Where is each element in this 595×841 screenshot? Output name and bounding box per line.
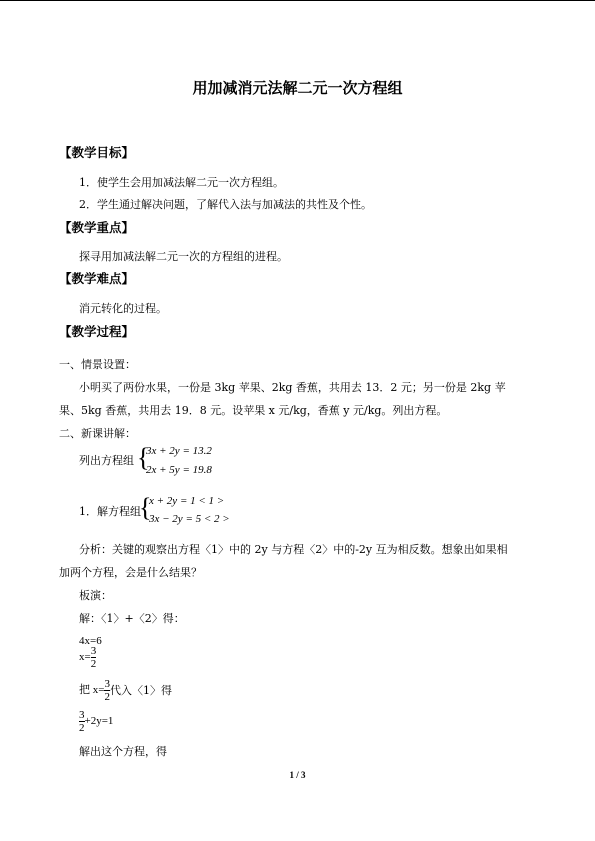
solution-intro: 解：〈1〉+〈2〉得： — [79, 612, 185, 625]
step-4x: 4x=6 — [79, 635, 102, 647]
system2-label: 1．解方程组 — [79, 505, 141, 518]
top-border — [0, 0, 595, 1]
fraction-numerator: 3 — [90, 645, 97, 657]
part1-line-2: 果、5kg 香蕉，共用去 19．8 元。设苹果 x 元/kg，香蕉 y 元/kg。列出方程。 — [59, 404, 448, 417]
heading-key-point: 【教学重点】 — [59, 220, 135, 235]
system1-eq2: 2x + 5y = 19.8 — [146, 464, 212, 476]
substitute-prefix: 把 x= — [79, 684, 105, 696]
goal-item-1: 1．使学生会用加减法解二元一次方程组。 — [79, 176, 284, 189]
substitute-suffix: 代入〈1〉得 — [109, 684, 172, 697]
page-number: 1 / 3 — [289, 770, 306, 780]
system1-eq1: 3x + 2y = 13.2 — [146, 445, 212, 457]
equation-suffix: +2y=1 — [84, 715, 114, 727]
heading-process: 【教学过程】 — [59, 324, 135, 339]
key-point-text: 探寻用加减法解二元一次的方程组的进程。 — [79, 250, 288, 263]
system1-brace: { — [137, 443, 150, 472]
system2-eq1: x + 2y = 1 < 1 > — [149, 495, 225, 507]
board-label: 板演： — [79, 589, 112, 602]
fraction-3-over-2 — [91, 645, 97, 670]
substitute-fraction-numerator: 3 — [104, 678, 110, 690]
analysis-line-2: 加两个方程，会是什么结果？ — [59, 566, 202, 579]
goal-item-2: 2．学生通过解决问题，了解代入法与加减法的共性及个性。 — [79, 198, 372, 211]
analysis-line-1: 分析：关键的观察出方程〈1〉中的 2y 与方程〈2〉中的-2y 互为相反数。想象出如果相 — [79, 543, 508, 556]
heading-difficulty: 【教学难点】 — [59, 271, 135, 286]
step-x-fraction — [79, 645, 96, 670]
part2-label: 二、新课讲解： — [59, 427, 136, 440]
equation-fraction-denominator: 2 — [79, 722, 85, 734]
system2-brace: { — [139, 493, 152, 522]
heading-goals: 【教学目标】 — [59, 145, 135, 160]
page-title: 用加减消元法解二元一次方程组 — [192, 79, 403, 97]
substitute-line — [79, 678, 172, 703]
substitute-fraction-denominator: 2 — [104, 691, 110, 703]
equation-fraction-numerator: 3 — [79, 709, 85, 721]
system2-eq2: 3x − 2y = 5 < 2 > — [149, 513, 230, 525]
equation-line — [79, 709, 113, 734]
fraction-denominator: 2 — [90, 658, 97, 670]
part1-line-1: 小明买了两份水果，一份是 3kg 苹果、2kg 香蕉，共用去 13．2 元；另一份是 2kg 苹 — [79, 381, 506, 394]
difficulty-text: 消元转化的过程。 — [79, 302, 167, 315]
solve-text: 解出这个方程，得 — [79, 745, 167, 758]
step-x-prefix: x= — [79, 651, 91, 663]
system1-label: 列出方程组 — [79, 454, 134, 467]
part1-label: 一、情景设置： — [59, 358, 136, 371]
